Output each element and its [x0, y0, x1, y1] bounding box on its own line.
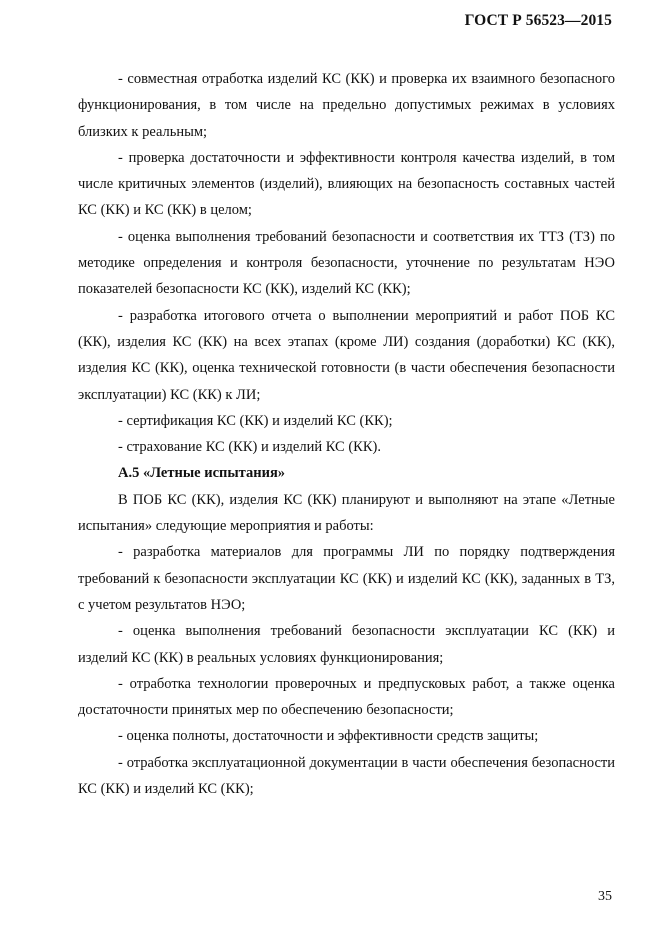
document-id-header: ГОСТ Р 56523—2015: [464, 12, 612, 29]
list-item: - разработка материалов для программы ЛИ по порядку подтверждения требований к безопасности эксплуатации КС (КК) и изделий КС (КК), заданных в ТЗ, с учетом результатов НЭО;: [78, 544, 615, 613]
list-item: - совместная отработка изделий КС (КК) и проверка их взаимного безопасного функционирования, в том числе на предельно допустимых режимах в условиях близких к реальным;: [78, 71, 615, 140]
list-item: - разработка итогового отчета о выполнении мероприятий и работ ПОБ КС (КК), изделия КС (КК) на всех этапах (кроме ЛИ) создания (доработки) КС (КК), изделия КС (КК), оценка технической готовности (в части обеспечения безопасности эксплуатации) КС (КК) к ЛИ;: [78, 307, 615, 403]
list-item: - проверка достаточности и эффективности контроля качества изделий, в том числе критичных элементов (изделий), влияющих на безопасность составных частей КС (КК) и КС (КК) в целом;: [78, 149, 615, 219]
body-paragraph: В ПОБ КС (КК), изделия КС (КК) планируют и выполняют на этапе «Летные испытания» следующие мероприятия и работы:: [78, 491, 615, 535]
section-heading: А.5 «Летные испытания»: [118, 465, 286, 482]
page-number: 35: [598, 889, 612, 904]
list-item: - отработка технологии проверочных и предпусковых работ, а также оценка достаточности принятых мер по обеспечению безопасности;: [78, 675, 615, 719]
page-body: [78, 66, 615, 802]
list-item: - оценка полноты, достаточности и эффективности средств защиты;: [118, 728, 539, 745]
list-item: - оценка выполнения требований безопасности эксплуатации КС (КК) и изделий КС (КК) в реальных условиях функционирования;: [78, 623, 615, 666]
list-item: - страхование КС (КК) и изделий КС (КК).: [118, 439, 381, 456]
list-item: - сертификация КС (КК) и изделий КС (КК);: [118, 412, 393, 429]
list-item: - отработка эксплуатационной документации в части обеспечения безопасности КС (КК) и изделий КС (КК);: [78, 754, 615, 798]
list-item: - оценка выполнения требований безопасности и соответствия их ТТЗ (ТЗ) по методике определения и контроля безопасности, уточнение по результатам НЭО показателей безопасности КС (КК), изделий КС (КК);: [78, 228, 615, 298]
